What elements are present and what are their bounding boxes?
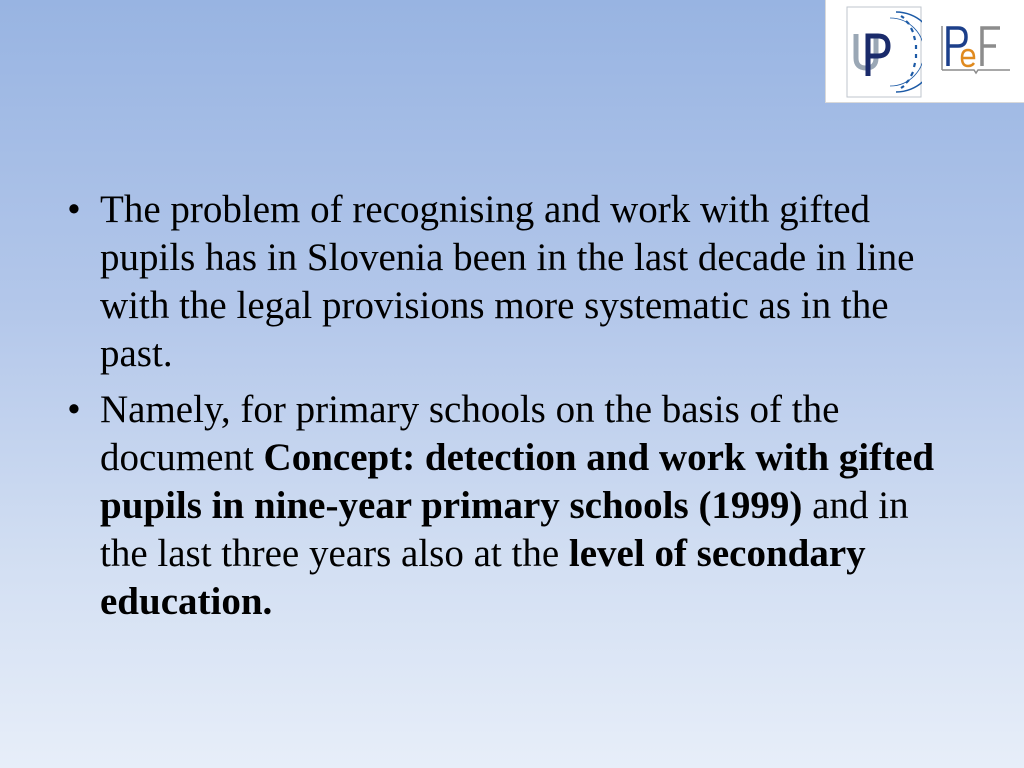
bullet-item <box>62 186 942 378</box>
logo-book-base <box>942 70 1010 73</box>
bullet-dot-icon: • <box>67 188 81 231</box>
bullet-text: and in the last three years also at the <box>100 484 909 575</box>
logo-letter-f <box>982 28 1000 66</box>
faculty-of-education-logo <box>940 20 1012 76</box>
bullet-item <box>62 386 942 626</box>
bullet-text-bold: Concept: detection and work with gifted pupils in nine-year primary schools (1999) <box>100 436 935 527</box>
slide-body <box>62 186 942 634</box>
bullet-list <box>62 186 942 626</box>
bullet-dot-icon: • <box>67 388 81 431</box>
university-of-primorska-logo <box>846 6 922 98</box>
bullet-text-bold: level of secondary education. <box>100 532 866 623</box>
bullet-text: The problem of recognising and work with gifted pupils has in Slovenia been in the last decade in line with the legal provisions more systematic as in the past. <box>100 188 915 375</box>
bullet-text: Namely, for primary schools on the basis of the document <box>100 388 840 479</box>
logo-panel <box>825 0 1024 103</box>
logo-letter-e <box>962 50 974 66</box>
logo-ring-inner <box>890 18 922 86</box>
logo-ring-lettering <box>901 16 916 88</box>
